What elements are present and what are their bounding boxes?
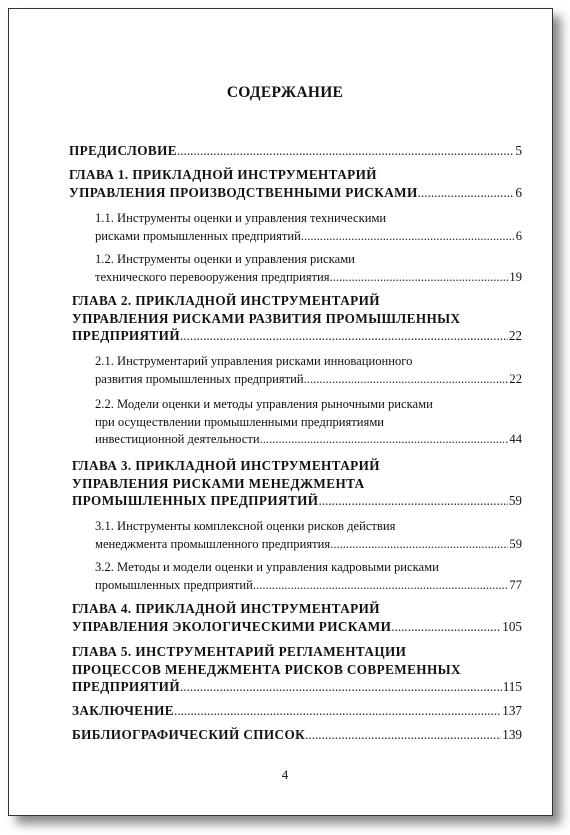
dot-leader <box>260 431 509 449</box>
dot-leader <box>301 228 515 246</box>
dot-leader <box>330 536 508 554</box>
toc-entry-title: УПРАВЛЕНИЯ ПРОИЗВОДСТВЕННЫМИ РИСКАМИ <box>69 184 418 200</box>
toc-entry-line <box>95 228 522 246</box>
toc-page-number: 77 <box>509 577 522 592</box>
toc-entry-line <box>95 431 522 449</box>
toc-entry-title: развития промышленных предприятий <box>95 371 304 386</box>
toc-entry-line: при осуществлении промышленными предприятиями <box>95 414 385 429</box>
toc-entry-line: 3.2. Методы и модели оценки и управления кадровыми рисками <box>95 560 439 574</box>
dot-leader <box>304 371 509 389</box>
toc-page-number: 44 <box>509 432 522 446</box>
toc-entry-line <box>95 371 522 389</box>
toc-entry-chapter-2[interactable] <box>72 292 522 345</box>
toc-entry-line: 2.1. Инструментарий управления рисками инновационного <box>95 354 413 368</box>
toc-entry-preface[interactable] <box>69 142 522 160</box>
toc-page-number: 115 <box>502 679 522 694</box>
toc-entry-chapter-1[interactable] <box>69 166 522 201</box>
dot-leader <box>180 678 502 696</box>
toc-entry-section-1-1[interactable] <box>95 210 522 245</box>
toc-entry-chapter-4[interactable] <box>72 600 522 635</box>
toc-page-number: 22 <box>508 328 522 343</box>
toc-entry-title: УПРАВЛЕНИЯ ЭКОЛОГИЧЕСКИМИ РИСКАМИ <box>72 618 392 634</box>
page-number: 4 <box>281 767 289 782</box>
dot-leader <box>174 702 501 720</box>
toc-entry-section-1-2[interactable] <box>95 251 522 286</box>
toc-page-number: 105 <box>502 618 522 634</box>
toc-entry-bibliography[interactable] <box>72 726 522 744</box>
toc-entry-title: рисками промышленных предприятий <box>95 228 301 243</box>
toc-entry-line <box>69 142 522 160</box>
toc-entry-title: ПРЕДИСЛОВИЕ <box>69 143 177 158</box>
toc-entry-line <box>72 492 522 510</box>
toc-entry-title: ПРЕДПРИЯТИЙ <box>72 328 180 343</box>
toc-entry-line <box>72 702 522 720</box>
toc-entry-line: ГЛАВА 2. ПРИКЛАДНОЙ ИНСТРУМЕНТАРИЙ <box>72 293 380 308</box>
toc-entry-title: технического перевооружения предприятия <box>95 269 330 284</box>
toc-entry-line <box>69 184 522 202</box>
toc-entry-line: 3.1. Инструменты комплексной оценки рисков действия <box>95 519 396 533</box>
toc-entry-line <box>95 577 522 595</box>
toc-entry-section-2-2[interactable] <box>95 396 522 449</box>
toc-page-number: 5 <box>515 143 522 158</box>
toc-page-number: 139 <box>502 727 522 742</box>
toc-entry-line <box>95 269 522 287</box>
toc-entry-title: менеджмента промышленного предприятия <box>95 536 331 551</box>
dot-leader <box>418 184 515 202</box>
toc-entry-line <box>72 678 522 696</box>
toc-page-number: 6 <box>515 228 522 243</box>
toc-entry-line: ГЛАВА 1. ПРИКЛАДНОЙ ИНСТРУМЕНТАРИЙ <box>69 167 377 182</box>
toc-entry-line: 1.1. Инструменты оценки и управления техническими <box>95 211 387 225</box>
toc-entry-line: УПРАВЛЕНИЯ РИСКАМИ РАЗВИТИЯ ПРОМЫШЛЕННЫХ <box>72 310 461 326</box>
toc-page-number: 59 <box>508 493 522 508</box>
toc-entry-line: ПРОЦЕССОВ МЕНЕДЖМЕНТА РИСКОВ СОВРЕМЕННЫХ <box>72 661 461 677</box>
toc-entry-title: БИБЛИОГРАФИЧЕСКИЙ СПИСОК <box>72 727 306 742</box>
dot-leader <box>253 577 509 595</box>
toc-entry-section-2-1[interactable] <box>95 353 522 388</box>
toc-entry-line <box>72 726 522 744</box>
dot-leader <box>177 142 514 160</box>
toc-page-number: 19 <box>509 269 522 284</box>
toc-page-number: 22 <box>509 371 522 386</box>
dot-leader <box>391 618 501 636</box>
toc-entry-line: 2.2. Модели оценки и методы управления рыночными рисками <box>95 397 433 411</box>
toc-entry-title: промышленных предприятий <box>95 577 253 592</box>
toc-entry-line <box>72 618 522 636</box>
toc-entry-chapter-5[interactable] <box>72 643 522 696</box>
toc-entry-section-3-1[interactable] <box>95 518 522 553</box>
toc-entry-conclusion[interactable] <box>72 702 522 720</box>
toc-page-number: 59 <box>509 536 522 551</box>
toc-entry-title: инвестиционной деятельности <box>95 432 260 446</box>
dot-leader <box>305 726 501 744</box>
toc-entry-title: ПРЕДПРИЯТИЙ <box>72 679 180 694</box>
toc-heading: СОДЕРЖАНИЕ <box>226 84 344 101</box>
toc-entry-line <box>95 536 522 554</box>
toc-entry-line: 1.2. Инструменты оценки и управления рисками <box>95 252 355 266</box>
toc-entry-section-3-2[interactable] <box>95 559 522 594</box>
toc-entry-line: ГЛАВА 5. ИНСТРУМЕНТАРИЙ РЕГЛАМЕНТАЦИИ <box>72 644 407 659</box>
dot-leader <box>180 327 508 345</box>
toc-entry-title: ЗАКЛЮЧЕНИЕ <box>72 703 175 718</box>
dot-leader <box>330 269 509 287</box>
toc-page-number: 137 <box>502 703 522 718</box>
toc-page-number: 6 <box>515 184 522 200</box>
toc-entry-chapter-3[interactable] <box>72 457 522 510</box>
toc-entry-title: ПРОМЫШЛЕННЫХ ПРЕДПРИЯТИЙ <box>72 493 319 508</box>
dot-leader <box>318 492 507 510</box>
toc-entry-line <box>72 327 522 345</box>
toc-entry-line: УПРАВЛЕНИЯ РИСКАМИ МЕНЕДЖМЕНТА <box>72 475 365 491</box>
toc-entry-line: ГЛАВА 4. ПРИКЛАДНОЙ ИНСТРУМЕНТАРИЙ <box>72 601 380 616</box>
toc-entry-line: ГЛАВА 3. ПРИКЛАДНОЙ ИНСТРУМЕНТАРИЙ <box>72 458 380 473</box>
